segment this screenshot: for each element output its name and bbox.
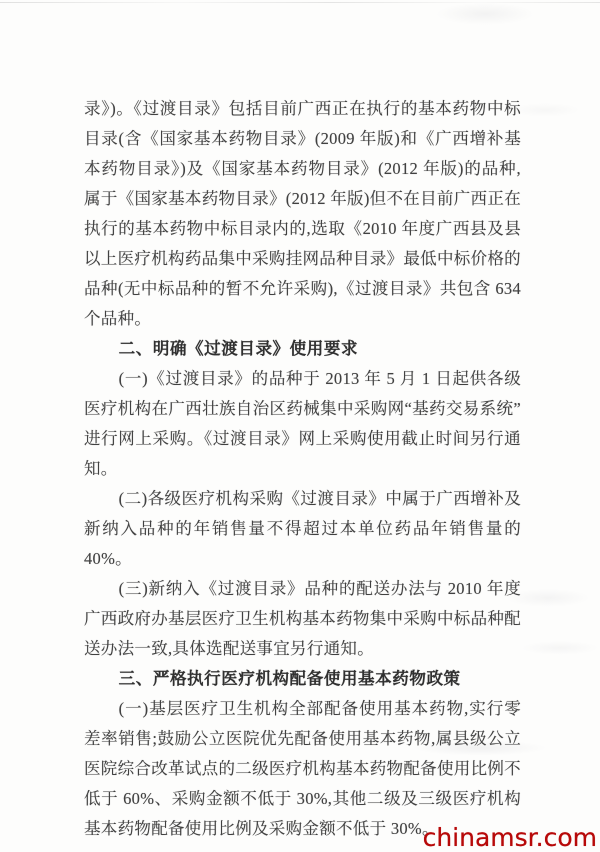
watermark-chinamsr: chinamsr.com — [422, 823, 597, 852]
paragraph-item-1-equipping-ratios: (一)基层医疗卫生机构全部配备使用基本药物,实行零差率销售;鼓励公立医院优先配备使用基本药物,属县级公立医院综合改革试点的二级医疗机构基本药物配备使用比例不低于 60%、采购金额不低于 30%,其他二级及三级医疗机构基本药物配备使用比例及采购金额不低于 30%。 — [84, 699, 521, 838]
scan-edge-artifact — [0, 2, 600, 3]
section-heading-3-essential-drugs-policy: 三、严格执行医疗机构配备使用基本药物政策 — [118, 670, 461, 688]
paragraph-item-3-distribution-method: (三)新纳入《过渡目录》品种的配送办法与 2010 年度广西政府办基层医疗卫生机构基本药物集中采购中标品种配送办法一致,具体选配送事宜另行通知。 — [84, 579, 521, 658]
paragraph-transition-catalog-scope: 录》)。《过渡目录》包括目前广西正在执行的基本药物中标目录(含《国家基本药物目录》(2009 年版)和《广西增补基本药物目录》)及《国家基本药物目录》(2012 年版)的品种,属于《国家基本药物目录》(2012 年版)但不在目前广西正在执行的基本药物中标目录内的,选取《2010 年度广西县及县以上医疗机构药品集中采购挂网品种目录》最低中标价格的品种(无中标品种的暂不允许采购),《过渡目录》共包含 634 个品种。 — [84, 99, 521, 328]
paragraph-item-1-procurement-start: (一)《过渡目录》的品种于 2013 年 5 月 1 日起供各级医疗机构在广西壮族自治区药械集中采购网“基药交易系统”进行网上采购。《过渡目录》网上采购使用截止时间另行通知。 — [84, 369, 521, 478]
paragraph-item-2-sales-limit: (二)各级医疗机构采购《过渡目录》中属于广西增补及新纳入品种的年销售量不得超过本单位药品年销售量的 40%。 — [84, 489, 521, 568]
document-text-block — [84, 94, 521, 844]
section-heading-2-usage-requirements: 二、明确《过渡目录》使用要求 — [118, 340, 359, 358]
